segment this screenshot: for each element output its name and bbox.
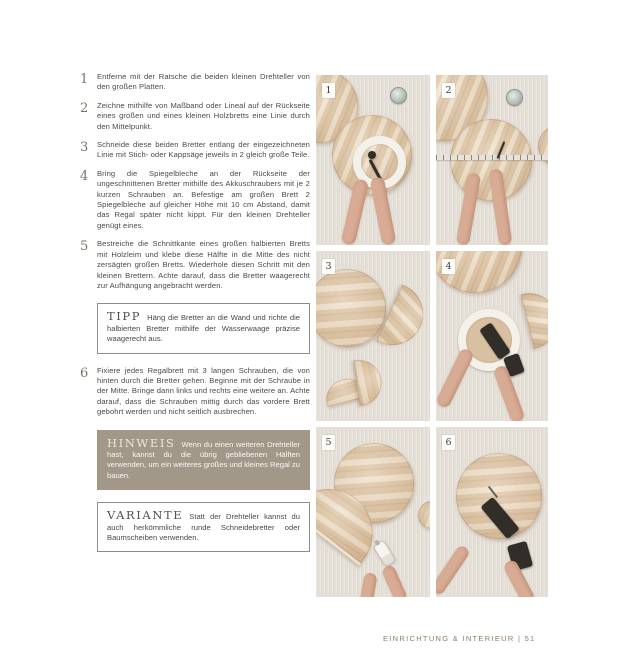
- wood-half-board: [521, 287, 548, 349]
- screw-jar-icon: [506, 89, 523, 106]
- wood-small-half: [353, 357, 384, 406]
- step-4-text: Bring die Spiegelbleche an der Rückseite der ungeschnittenen Bretter mithilfe des Akkuschraubers mit je 2 kurzen Schrauben an. Befestige am großen Brett 2 Spiegelbleche auf gleicher Höhe mit 10 cm Abstand, damit das Regal später nicht kippt. Für den kleinen Drehteller genügt eines.: [97, 168, 310, 230]
- screw-jar-icon: [390, 87, 407, 104]
- photo-step-4: [436, 251, 548, 421]
- photo-step-1: [316, 75, 430, 245]
- photo-step-3: [316, 251, 430, 421]
- step-3-number: 3: [80, 140, 89, 156]
- step-6-text: Fixiere jedes Regalbrett mit 3 langen Schrauben, die von hinten durch die Bretter gehen. Beginne mit der Schraube in der Mitte. Bringe dann links und rechts eine weitere an. Achte darauf, dass die Schrauben mittig durch das vordere Brett gebohrt werden und nicht seitlich ausbrechen.: [97, 365, 310, 417]
- right-arm: [381, 564, 408, 597]
- step-4: [80, 169, 310, 231]
- step-1-text: Entferne mit der Ratsche die beiden kleinen Drehteller von den großen Platten.: [97, 72, 310, 92]
- left-arm: [436, 544, 471, 596]
- step-1: [80, 72, 310, 93]
- photo-step-6: [436, 427, 548, 597]
- step-3-text: Schneide diese beiden Bretter entlang der eingezeichneten Linie mit Stich- oder Kappsäge jeweils in 2 gleich große Teile.: [97, 140, 310, 160]
- step-3: [80, 140, 310, 161]
- variant-box: [97, 502, 310, 552]
- photo-number-badge: 2: [442, 83, 455, 98]
- photo-grid: [316, 75, 548, 597]
- variant-box-text: Statt der Drehteller kannst du auch herkömmliche runde Schneidebretter oder Baumscheiben verwenden.: [107, 512, 300, 542]
- step-5-text: Bestreiche die Schnittkante eines großen halbierten Bretts mit Holzleim und klebe diese Hälfte in die Mitte des nicht zersägten großen Bretts. Wiederhole diesen Schritt mit den kleinen Brettern. Achte darauf, dass die Bretter waagerecht zur Aufhängung angebracht werden.: [97, 239, 310, 290]
- photo-number-badge: 5: [322, 435, 335, 450]
- step-2: [80, 101, 310, 132]
- note-box: [97, 430, 310, 491]
- step-4-number: 4: [80, 168, 89, 184]
- instruction-column: [80, 72, 310, 564]
- left-arm: [359, 572, 377, 597]
- wood-board-edge: [538, 125, 548, 167]
- page-footer: EINRICHTUNG & INTERIEUR | 51: [383, 634, 536, 643]
- glue-bottle-icon: [372, 539, 396, 567]
- step-5: [80, 239, 310, 291]
- step-2-text: Zeichne mithilfe von Maßband oder Lineal auf der Rückseite eines großen und eines kleinen Holzbretts eine Linie durch den Mittelpunkt.: [97, 100, 310, 131]
- wood-board-large: [316, 269, 386, 347]
- wood-half-board: [376, 285, 430, 356]
- step-2-number: 2: [80, 100, 89, 116]
- ratchet-tool-icon: [368, 151, 376, 159]
- step-1-number: 1: [80, 72, 89, 87]
- photo-number-badge: 4: [442, 259, 455, 274]
- photo-number-badge: 1: [322, 83, 335, 98]
- step-6: [80, 366, 310, 418]
- photo-number-badge: 6: [442, 435, 455, 450]
- measuring-tape: [436, 155, 548, 160]
- left-arm: [341, 178, 369, 245]
- left-arm: [436, 347, 475, 409]
- photo-step-2: [436, 75, 548, 245]
- step-6-number: 6: [80, 365, 89, 381]
- wood-piece-edge: [418, 501, 430, 529]
- photo-step-5: [316, 427, 430, 597]
- variant-box-label: VARIANTE: [107, 508, 184, 523]
- step-5-number: 5: [80, 239, 89, 255]
- tip-box-label: TIPP: [107, 309, 142, 324]
- note-box-label: HINWEIS: [107, 435, 176, 450]
- photo-number-badge: 3: [322, 259, 335, 274]
- tip-box: [97, 303, 310, 353]
- tip-box-text: Häng die Bretter an die Wand und richte die halbierten Bretter mithilfe der Wasserwaage präzise waagerecht aus.: [107, 313, 300, 344]
- note-box-text: Wenn du einen weiteren Drehteller hast, kannst du die übrig gebliebenen Hälften verwenden, um ein weiteres großes und kleines Regal zu bauen.: [107, 439, 300, 480]
